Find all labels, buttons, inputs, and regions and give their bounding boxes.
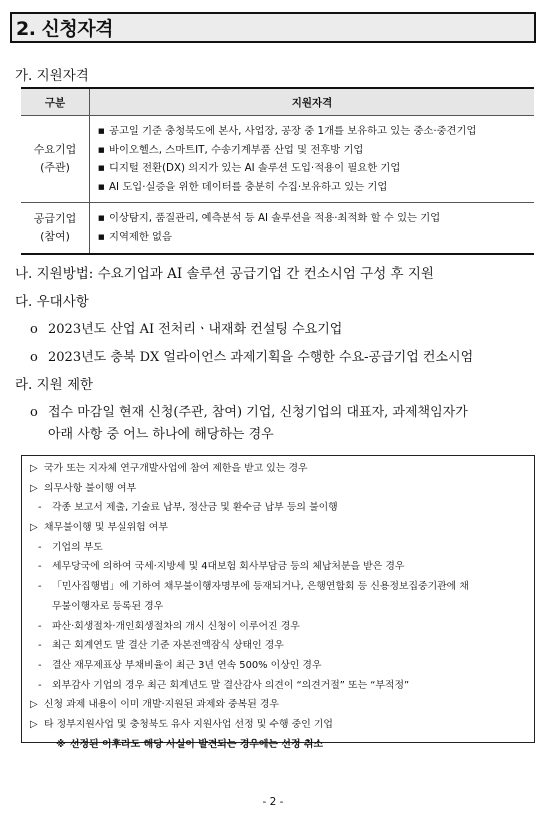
criteria-text: AI 도입·실증을 위한 데이터를 충분히 수집·보유하고 있는 기업	[109, 180, 388, 193]
square-bullet-icon: ■	[98, 127, 105, 135]
dash-bullet-icon: -	[38, 541, 42, 553]
box-line	[30, 676, 534, 696]
square-bullet-icon: ■	[98, 145, 105, 154]
kind-name: 수요기업	[33, 143, 77, 157]
square-bullet-icon: ■	[98, 232, 105, 241]
triangle-bullet-icon: ▷	[30, 718, 38, 730]
preference-text: 2023년도 산업 AI 전처리ㆍ내재화 컨설팅 수요기업	[48, 322, 343, 337]
triangle-bullet-icon: ▷	[30, 522, 38, 534]
box-line	[30, 498, 534, 518]
table-header-criteria: 지원자격	[90, 88, 535, 116]
dash-bullet-icon: -	[38, 561, 42, 573]
reference-mark-icon: ※	[56, 738, 66, 750]
box-line	[30, 538, 534, 558]
heading-da: 다. 우대사항	[15, 294, 89, 310]
box-line-text: 타 정부지원사업 및 충청북도 유사 지원사업 선정 및 수행 중인 기업	[44, 718, 333, 730]
criteria-item	[98, 228, 534, 247]
box-line-text: 기업의 부도	[52, 541, 103, 553]
triangle-bullet-icon: ▷	[30, 699, 38, 711]
box-line-text: 신청 과제 내용이 이미 개발·지원된 과제와 중복된 경우	[44, 699, 279, 711]
criteria-item	[98, 159, 534, 178]
box-line	[30, 518, 534, 538]
heading-ga: 가. 지원자격	[15, 68, 89, 84]
table-cell-kind	[21, 116, 90, 203]
triangle-bullet-icon: ▷	[30, 463, 38, 474]
preference-text: 2023년도 충북 DX 얼라이언스 과제기획을 수행한 수요-공급기업 컨소시엄	[48, 350, 474, 365]
table-cell-criteria	[90, 203, 535, 254]
circle-bullet-icon: o	[30, 350, 38, 365]
circle-bullet-icon: o	[30, 405, 38, 420]
criteria-text: 바이오헬스, 스마트IT, 수송기계부품 산업 및 전후방 기업	[109, 143, 364, 156]
section-title: 2. 신청자격	[10, 12, 536, 43]
preference-item	[30, 318, 342, 337]
criteria-item	[98, 122, 534, 141]
box-line	[30, 577, 534, 597]
dash-bullet-icon: -	[38, 502, 42, 514]
kind-name: 공급기업	[33, 211, 77, 225]
criteria-text: 공고일 기준 충청북도에 본사, 사업장, 공장 중 1개를 보유하고 있는 중소·중견기업	[109, 125, 477, 137]
eligibility-table	[21, 87, 534, 255]
box-line-text: 무불이행자로 등록된 경우	[52, 600, 164, 612]
box-note-text: 선정된 이후라도 해당 사실이 발견되는 경우에는 선정 취소	[70, 738, 324, 750]
box-line	[30, 479, 534, 499]
box-line	[30, 557, 534, 577]
restriction-box	[21, 455, 535, 750]
circle-bullet-icon: o	[30, 322, 38, 337]
box-line	[30, 715, 534, 735]
kind-role: (주관)	[40, 161, 70, 175]
square-bullet-icon: ■	[98, 164, 105, 173]
dash-bullet-icon: -	[38, 581, 42, 593]
table-cell-kind	[21, 203, 90, 254]
box-line	[30, 636, 534, 656]
box-line-text: 국가 또는 지자체 연구개발사업에 참여 제한을 받고 있는 경우	[44, 463, 308, 474]
table-row-demand	[21, 116, 534, 203]
square-bullet-icon: ■	[98, 214, 105, 223]
box-line-text: 최근 회계연도 말 결산 기준 자본전액잠식 상태인 경우	[52, 640, 284, 652]
dash-bullet-icon: -	[38, 659, 42, 671]
box-line	[30, 459, 534, 479]
box-line-text: 「민사집행법」에 기하여 채무불이행자명부에 등재되거나, 은행연합회 등 신용정보집중기관에 채	[52, 581, 469, 593]
criteria-text: 지역제한 없음	[109, 230, 172, 243]
box-note	[30, 735, 534, 755]
restriction-text: 접수 마감일 현재 신청(주관, 참여) 기업, 신청기업의 대표자, 과제책임자가	[48, 405, 468, 420]
box-line-text: 채무불이행 및 부실위험 여부	[44, 522, 168, 534]
table-header-kind: 구분	[21, 88, 90, 116]
box-line-text: 외부감사 기업의 경우 최근 회계년도 말 결산감사 의견이 “의견거절” 또는 “부적정”	[52, 679, 410, 691]
box-line	[30, 656, 534, 676]
dash-bullet-icon: -	[38, 640, 42, 652]
page-number: - 2 -	[262, 796, 284, 808]
box-line	[30, 617, 534, 637]
preference-item	[30, 346, 473, 365]
dash-bullet-icon: -	[38, 679, 42, 691]
box-line-text: 파산·회생절차·개인회생절차의 개시 신청이 이루어진 경우	[52, 620, 300, 632]
box-line-text: 각종 보고서 제출, 기술료 납부, 정산금 및 환수금 납부 등의 불이행	[52, 502, 338, 514]
kind-role: (참여)	[40, 229, 70, 243]
table-cell-criteria	[90, 116, 535, 203]
box-line-text: 의무사항 불이행 여부	[44, 482, 137, 494]
table-row-supply	[21, 203, 534, 254]
heading-na: 나. 지원방법: 수요기업과 AI 솔루션 공급기업 간 컨소시엄 구성 후 지원	[15, 266, 434, 282]
restriction-item	[30, 401, 468, 420]
restriction-item-continued: 아래 사항 중 어느 하나에 해당하는 경우	[48, 427, 274, 442]
criteria-item	[98, 141, 534, 160]
criteria-text: 이상탐지, 품질관리, 예측분석 등 AI 솔루션을 적용·최적화 할 수 있는 기업	[109, 212, 441, 225]
dash-bullet-icon: -	[38, 620, 42, 632]
table-header-row	[21, 88, 534, 116]
criteria-item	[98, 178, 534, 197]
criteria-text: 디지털 전환(DX) 의지가 있는 AI 솔루션 도입·적용이 필요한 기업	[109, 162, 401, 175]
box-line	[30, 695, 534, 715]
criteria-item	[98, 209, 534, 228]
triangle-bullet-icon: ▷	[30, 482, 38, 494]
box-line	[30, 597, 534, 617]
box-line-text: 결산 재무제표상 부채비율이 최근 3년 연속 500% 이상인 경우	[52, 659, 322, 671]
heading-ra: 라. 지원 제한	[15, 377, 94, 393]
square-bullet-icon: ■	[98, 182, 105, 191]
box-line-text: 세무당국에 의하여 국세·지방세 및 4대보험 회사부담금 등의 체납처분을 받은 경우	[52, 561, 405, 573]
